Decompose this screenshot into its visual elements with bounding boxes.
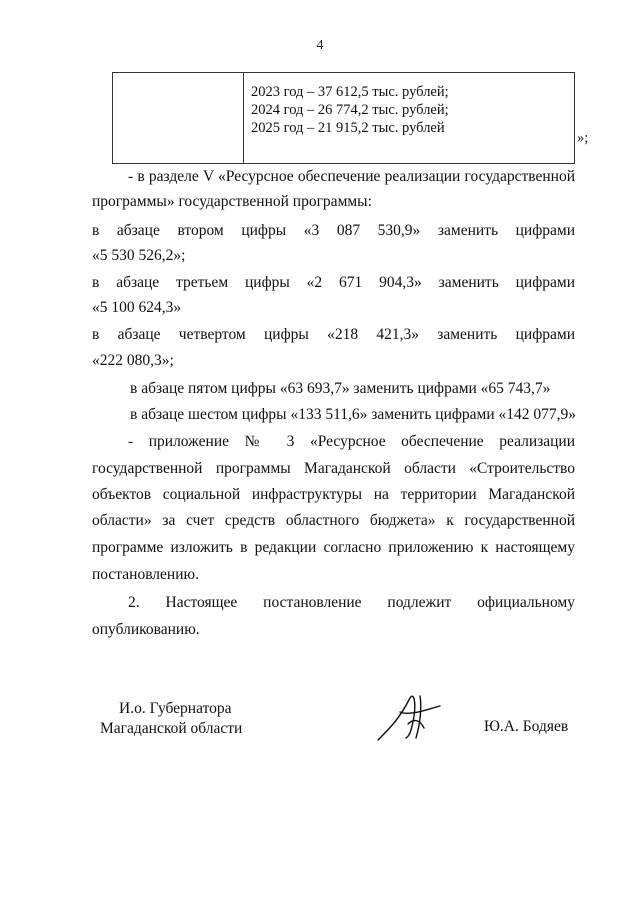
signatory-name: Ю.А. Бодяев [484,718,569,735]
paragraph-appendix-line4: области» за счет средств областного бюджета» к государственной [92,512,575,529]
paragraph-appendix-line6: постановлению. [92,566,199,583]
signatory-title: И.о. Губернатора [119,700,232,717]
paragraph-section-v: - в разделе V «Ресурсное обеспечение реализации государственной [128,168,575,185]
funding-line-2024: 2024 год – 26 774,2 тыс. рублей; [251,102,449,118]
paragraph-appendix-line3: объектов социальной инфраструктуры на территории Магаданской [92,486,575,503]
paragraph-third-cont: «5 100 624,3» [92,299,182,316]
funding-line-2023: 2023 год – 37 612,5 тыс. рублей; [251,84,449,100]
closing-quote: »; [577,130,589,146]
funding-line-2025: 2025 год – 21 915,2 тыс. рублей [251,120,445,136]
handwritten-signature [370,688,450,748]
signatory-region: Магаданской области [100,720,243,737]
funding-cell [251,83,449,137]
paragraph-appendix-line2: государственной программы Магаданской области «Строительство [92,460,575,477]
paragraph-section-v-cont: программы» государственной программы: [92,193,372,210]
page-number: 4 [316,38,324,53]
table-column-divider [243,73,244,163]
paragraph-third: в абзаце третьем цифры «2 671 904,3» заменить цифрами [92,274,575,291]
paragraph-fourth: в абзаце четвертом цифры «218 421,3» заменить цифрами [92,326,575,343]
paragraph-appendix: - приложение № 3 «Ресурсное обеспечение реализации [128,433,575,450]
paragraph-publication: 2. Настоящее постановление подлежит официальному [128,594,575,611]
paragraph-second-cont: «5 530 526,2»; [92,247,186,264]
funding-table [112,72,575,164]
paragraph-fifth: в абзаце пятом цифры «63 693,7» заменить цифрами «65 743,7» [130,380,551,397]
paragraph-second: в абзаце втором цифры «3 087 530,9» заменить цифрами [92,222,575,239]
paragraph-appendix-line5: программе изложить в редакции согласно приложению к настоящему [92,539,575,556]
paragraph-sixth: в абзаце шестом цифры «133 511,6» заменить цифрами «142 077,9» [130,406,577,423]
paragraph-publication-cont: опубликованию. [92,621,200,638]
paragraph-fourth-cont: «222 080,3»; [92,352,174,369]
